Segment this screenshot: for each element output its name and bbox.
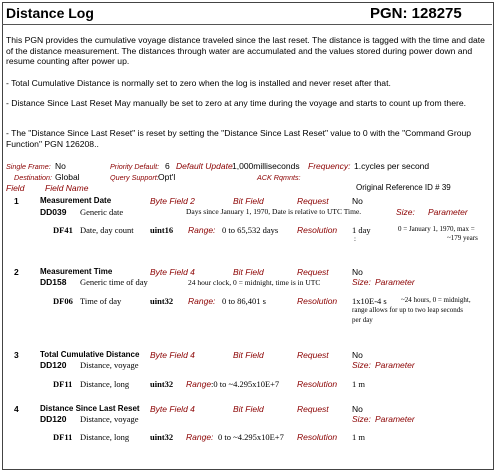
field-2-range-value: 0 to 86,401 s (222, 296, 266, 306)
field-4-byte-field: Byte Field 4 (150, 404, 195, 414)
field-name-column-header: Field Name (45, 183, 89, 193)
field-4-parameter: Parameter (375, 414, 415, 424)
field-2-resolution-label: Resolution (297, 296, 338, 306)
priority-value: 6 (165, 161, 170, 171)
description-paragraph-1: This PGN provides the cumulative voyage distance traveled since the last reset. The distance is tagged with the time and date of the distance measurement. The distances through water are accumulated and the values stored during power down and resume counting after power up. (6, 35, 485, 67)
ack-requirements-label: ACK Rqmnts: (257, 173, 301, 182)
field-1-name: Measurement Date (40, 196, 112, 205)
field-1-resolution-value: 1 day (352, 225, 371, 235)
field-1-byte-field: Byte Field 2 (150, 196, 195, 206)
original-reference-id: Original Reference ID # 39 (356, 183, 451, 192)
page-frame (2, 2, 494, 470)
field-3-byte-field: Byte Field 4 (150, 350, 195, 360)
field-1-size: Size: (396, 207, 415, 217)
field-3-resolution-value: 1 m (352, 379, 365, 389)
single-frame-label: Single Frame: (6, 162, 51, 171)
field-2-dd-code: DD158 (40, 277, 67, 287)
field-1-df-code: DF41 (53, 225, 73, 235)
field-1-range-value: 0 to 65,532 days (222, 225, 279, 235)
field-3-df-type: uint32 (150, 379, 174, 389)
field-3-parameter: Parameter (375, 360, 415, 370)
field-3-range-value: :0 to ~4.295x10E+7 (211, 379, 280, 389)
field-1-df-type: uint16 (150, 225, 174, 235)
field-1-note-line-2: ~179 years (447, 234, 478, 242)
field-1-request: Request (297, 196, 329, 206)
field-3-df-name: Distance, long (80, 379, 130, 389)
field-4-number: 4 (14, 404, 19, 414)
frequency-label: Frequency: (308, 161, 351, 171)
single-frame-value: No (55, 161, 66, 171)
field-1-bit-field: Bit Field (233, 196, 264, 206)
field-1-parameter: Parameter (428, 207, 468, 217)
field-3-number: 3 (14, 350, 19, 360)
field-2-note-line-2: range allows for up to two leap seconds (352, 306, 463, 314)
field-3-bit-field: Bit Field (233, 350, 264, 360)
field-2-byte-field: Byte Field 4 (150, 267, 195, 277)
field-2-df-code: DF06 (53, 296, 73, 306)
field-4-resolution-value: 1 m (352, 432, 365, 442)
field-2-df-type: uint32 (150, 296, 174, 306)
field-2-range-label: Range: (188, 296, 216, 306)
field-4-df-code: DF11 (53, 432, 73, 442)
field-1-resolution-extra: : (354, 235, 356, 243)
field-1-range-label: Range: (188, 225, 216, 235)
field-3-dd-name: Distance, voyage (80, 360, 139, 370)
destination-label: Destination: (14, 173, 52, 182)
field-2-size: Size: (352, 277, 371, 287)
field-4-range-label: Range: (186, 432, 214, 442)
field-2-note-line-3: per day (352, 316, 373, 324)
frequency-value: 1.cycles per second (354, 161, 430, 171)
field-4-request: Request (297, 404, 329, 414)
field-1-dd-description: Days since January 1, 1970, Date is relative to UTC Time. (186, 207, 362, 216)
field-1-request-value: No (352, 196, 363, 206)
field-4-dd-code: DD120 (40, 414, 67, 424)
field-3-request: Request (297, 350, 329, 360)
field-3-dd-code: DD120 (40, 360, 67, 370)
field-4-size: Size: (352, 414, 371, 424)
field-3-request-value: No (352, 350, 363, 360)
default-update-label: Default Update (176, 161, 233, 171)
field-4-dd-name: Distance, voyage (80, 414, 139, 424)
description-paragraph-4: - The "Distance Since Last Reset" is reset by setting the "Distance Since Last Reset" value to 0 with the "Command Group Function" PGN 126208.. (6, 128, 472, 149)
field-4-request-value: No (352, 404, 363, 414)
field-1-resolution-label: Resolution (297, 225, 338, 235)
field-3-size: Size: (352, 360, 371, 370)
field-2-dd-description: 24 hour clock, 0 = midnight, time is in UTC (188, 278, 321, 287)
field-4-name: Distance Since Last Reset (40, 404, 140, 413)
field-2-bit-field: Bit Field (233, 267, 264, 277)
query-support-label: Query Support: (110, 173, 159, 182)
field-3-df-code: DF11 (53, 379, 73, 389)
priority-label: Priority Default: (110, 162, 160, 171)
field-3-range-label: Range (186, 379, 212, 389)
field-2-request-value: No (352, 267, 363, 277)
field-4-range-value: 0 to ~4.295x10E+7 (218, 432, 284, 442)
field-4-df-name: Distance, long (80, 432, 130, 442)
field-4-bit-field: Bit Field (233, 404, 264, 414)
field-2-resolution-value: 1x10E-4 s (352, 296, 387, 306)
field-1-df-name: Date, day count (80, 225, 134, 235)
field-1-dd-name: Generic date (80, 207, 124, 217)
field-1-note-line-1: 0 = January 1, 1970, max = (398, 225, 475, 233)
field-2-request: Request (297, 267, 329, 277)
header-rule (2, 24, 492, 25)
default-update-value: 1,000milliseconds (232, 161, 300, 171)
query-support-value: Opt'l (158, 172, 176, 182)
pgn-number: PGN: 128275 (370, 5, 462, 22)
field-2-dd-name: Generic time of day (80, 277, 148, 287)
field-3-name: Total Cumulative Distance (40, 350, 140, 359)
field-2-df-name: Time of day (80, 296, 122, 306)
field-2-parameter: Parameter (375, 277, 415, 287)
description-paragraph-3: - Distance Since Last Reset May manually be set to zero at any time during the voyage and starts to count up from there. (6, 98, 467, 108)
field-1-number: 1 (14, 196, 19, 206)
page-title: Distance Log (6, 5, 94, 21)
field-2-note-line-1: ~24 hours, 0 = midnight, (401, 296, 471, 304)
field-3-resolution-label: Resolution (297, 379, 338, 389)
field-4-df-type: uint32 (150, 432, 174, 442)
field-2-name: Measurement Time (40, 267, 113, 276)
field-2-number: 2 (14, 267, 19, 277)
field-1-dd-code: DD039 (40, 207, 67, 217)
destination-value: Global (55, 172, 80, 182)
field-4-resolution-label: Resolution (297, 432, 338, 442)
field-column-header: Field (6, 183, 25, 193)
description-paragraph-2: - Total Cumulative Distance is normally set to zero when the log is installed and never reset after that. (6, 78, 391, 88)
